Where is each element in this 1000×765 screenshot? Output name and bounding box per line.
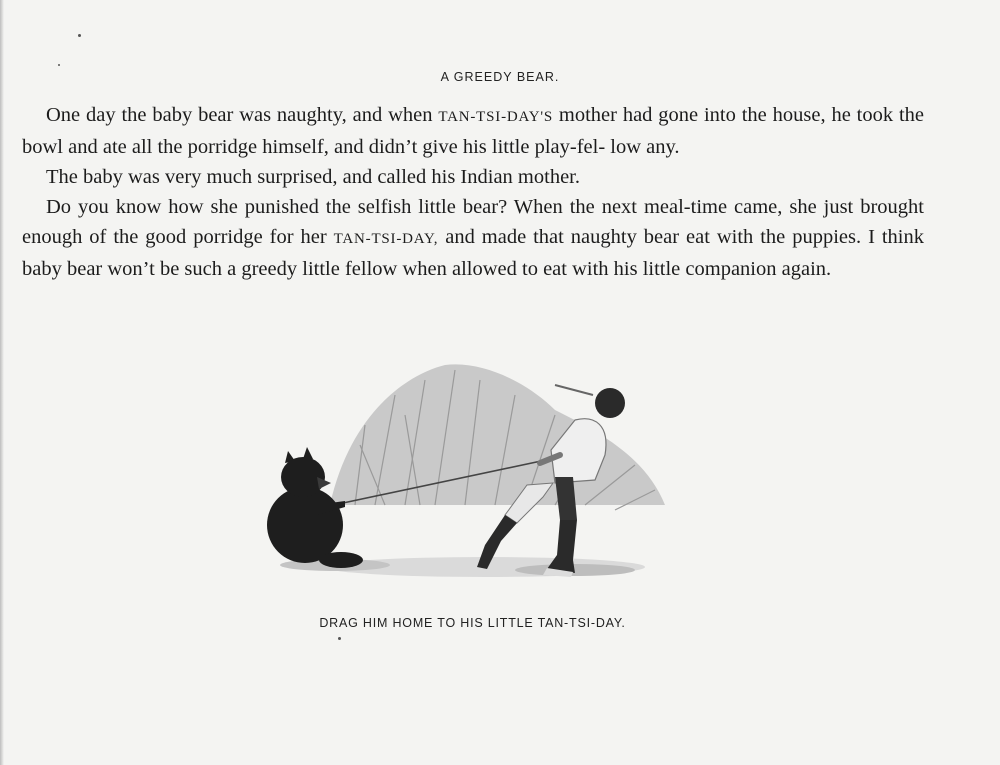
illustration-drawing bbox=[255, 355, 675, 585]
illustration-caption: DRAG HIM HOME TO HIS LITTLE TAN-TSI-DAY. bbox=[319, 616, 626, 630]
paragraph-3-small-caps: TAN-TSI-DAY, bbox=[333, 231, 439, 247]
paragraph-1-text-a: One day the baby bear was naughty, and when bbox=[46, 104, 439, 126]
paragraph-1-small-caps: TAN-TSI-DAY'S bbox=[438, 109, 554, 125]
print-speck bbox=[338, 637, 341, 640]
body-text bbox=[22, 100, 924, 284]
paragraph-2 bbox=[22, 162, 924, 192]
paragraph-2-text: The baby was very much surprised, and called his Indian mother. bbox=[46, 166, 580, 188]
running-head: A GREEDY BEAR. bbox=[440, 70, 560, 84]
paragraph-1-text-b: mother had gone into the house, he took the bowl and ate all the porridge himself, and didn’t give his little play-fel- low any. bbox=[22, 104, 924, 158]
print-speck bbox=[78, 34, 81, 37]
bear-and-boy-illustration bbox=[255, 355, 675, 585]
paragraph-3-text-a: Do you know how she punished the selfish little bear? When the next meal-time came, she just brought enough of the good porridge for her bbox=[22, 196, 924, 248]
paragraph-3 bbox=[22, 192, 924, 284]
print-speck bbox=[58, 64, 60, 66]
page-edge-shadow bbox=[0, 0, 4, 765]
sagebrush-shape bbox=[330, 364, 665, 510]
paragraph-1 bbox=[22, 100, 924, 162]
paragraph-3-text-b: and made that naughty bear eat with the puppies. I think baby bear won’t be such a greedy little fellow when allowed to eat with his little companion again. bbox=[22, 226, 924, 280]
